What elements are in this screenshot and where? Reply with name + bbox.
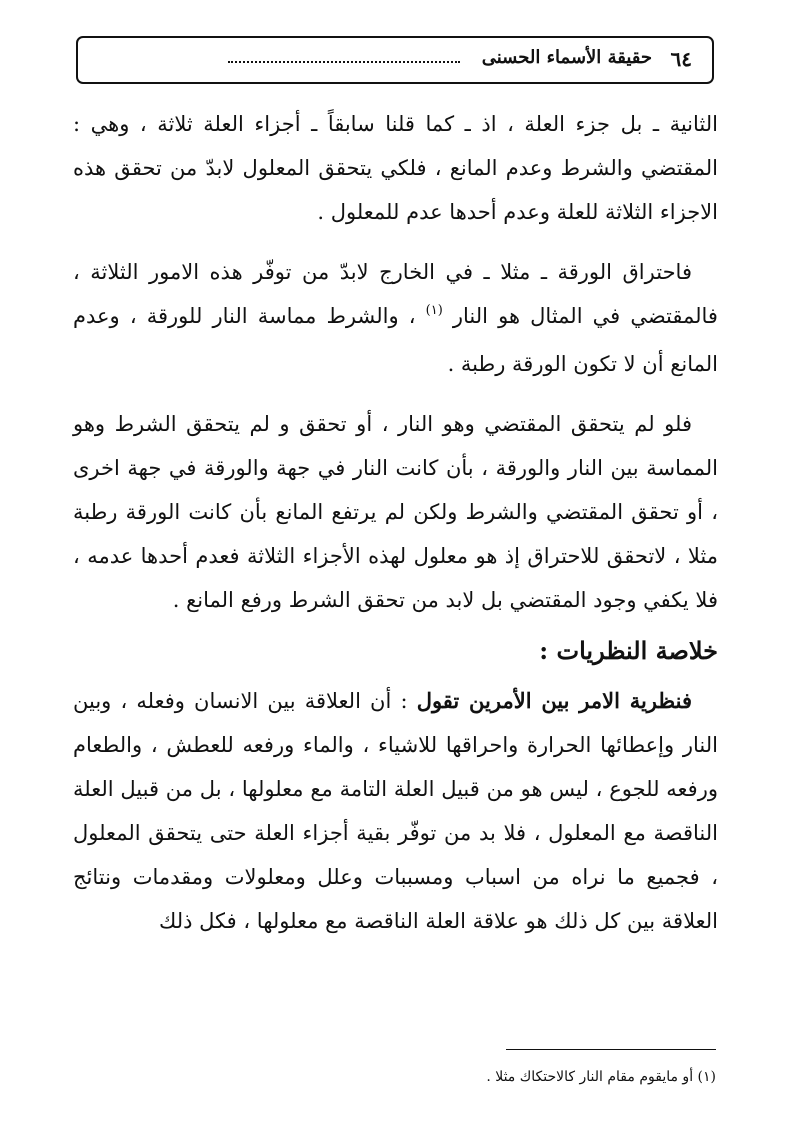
paragraph-1	[73, 102, 718, 234]
paragraph-2-text-end: ، والشرط مماسة النار للورقة ، وعدم المانع أن لا تكون الورقة رطبة .	[73, 304, 718, 376]
footnote: (١) أو مايقوم مقام النار كالاحتكاك مثلا .	[486, 1069, 716, 1085]
section-heading: خلاصة النظريات :	[539, 636, 718, 665]
dot-leader	[228, 61, 460, 63]
main-text	[73, 102, 718, 952]
page-header	[76, 36, 714, 84]
paragraph-4-bold-lead: فنظرية الامر بين الأمرين تقول	[416, 688, 692, 713]
book-title: حقيقة الأسماء الحسنى	[481, 47, 652, 68]
paragraph-2	[73, 250, 718, 386]
footnote-reference: (١)	[425, 303, 443, 318]
paragraph-3	[73, 402, 718, 622]
page-number: ٦٤	[670, 47, 692, 71]
paragraph-2-text-start: فاحتراق الورقة ـ مثلا ـ في الخارج لابدّ من توفّر هذه الامور الثلاثة ، فالمقتضي في المثال هو النار	[73, 260, 718, 328]
footnote-separator	[506, 1049, 716, 1050]
paragraph-4	[73, 679, 718, 943]
paragraph-3-text: فلو لم يتحقق المقتضي وهو النار ، أو تحقق و لم يتحقق الشرط وهو المماسة بين النار والورقة ، بأن كانت النار في جهة والورقة في جهة اخرى ، أو تحقق المقتضي والشرط ولكن لم يرتفع المانع بأن كانت الورقة رطبة مثلا ، لاتحقق للاحتراق إذ هو معلول لهذه الأجزاء الثلاثة فعدم أحدها عدمه ، فلا يكفي وجود المقتضي بل لابد من تحقق الشرط ورفع المانع .	[73, 412, 718, 612]
paragraph-1-text: الثانية ـ بل جزء العلة ، اذ ـ كما قلنا سابقاً ـ أجزاء العلة ثلاثة ، وهي : المقتضي والشرط وعدم المانع ، فلكي يتحقق المعلول لابدّ من تحقق هذه الاجزاء الثلاثة للعلة وعدم أحدها عدم للمعلول .	[73, 112, 718, 224]
paragraph-4-text: : أن العلاقة بين الانسان وفعله ، وبين النار وإعطائها الحرارة واحراقها للاشياء ، والماء ورفعه للعطش ، والطعام ورفعه للجوع ، ليس هو من قبيل العلة التامة مع معلولها ، بل من قبيل العلة الناقصة مع المعلول ، فلا بد من توفّر بقية أجزاء العلة حتى يتحقق المعلول ، فجميع ما نراه من اسباب ومسببات وعلل ومعلولات ومقدمات ونتائج العلاقة بين كل ذلك هو علاقة العلة الناقصة مع معلولها ، فكل ذلك	[73, 689, 718, 933]
